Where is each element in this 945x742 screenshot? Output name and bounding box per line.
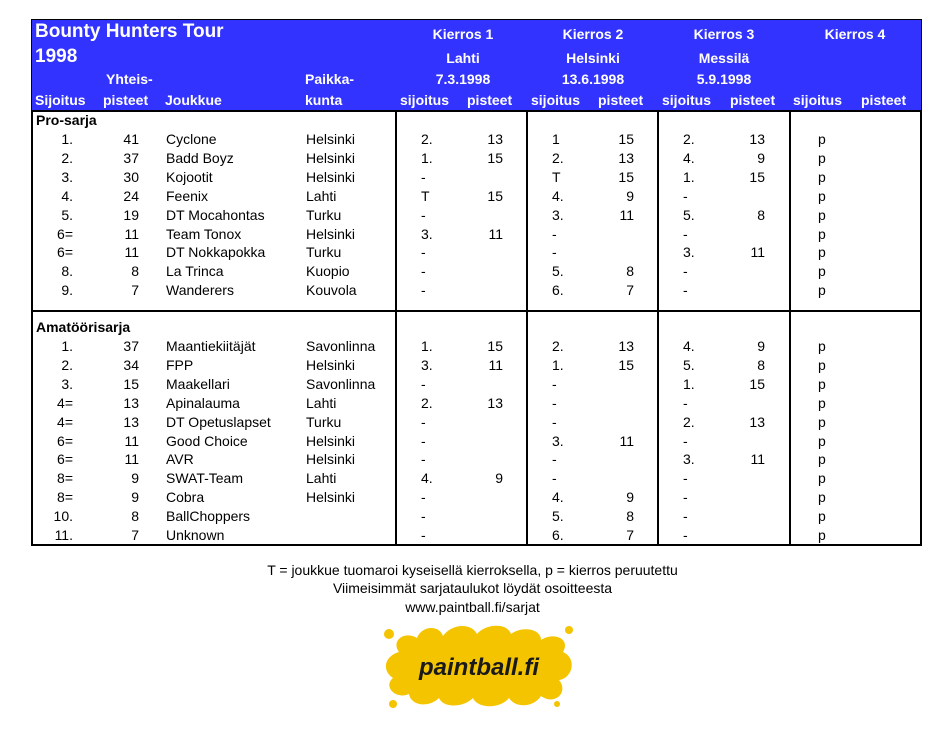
round3-rank-cell: 1. — [683, 168, 695, 185]
round2-rank-cell: - — [552, 375, 557, 392]
table-row — [33, 433, 920, 452]
total-header: pisteet — [103, 92, 149, 108]
table-row — [33, 226, 920, 245]
round1-rank-cell: 3. — [421, 356, 433, 373]
total-points-cell: 41 — [123, 131, 139, 147]
total-points-cell: 13 — [123, 413, 139, 430]
round3-points-cell: 8 — [757, 356, 765, 373]
table-row — [33, 338, 920, 357]
team-header: Joukkue — [165, 92, 222, 108]
round3-points-cell: 11 — [750, 451, 765, 468]
paintball-logo — [381, 622, 577, 710]
place-header-top: Paikka- — [305, 71, 355, 87]
round2-rank-cell: - — [552, 451, 557, 468]
round2-rank-cell: 6. — [552, 527, 564, 543]
city-cell: Turku — [306, 413, 342, 430]
table-row — [33, 527, 920, 546]
round3-rank-cell: 4. — [683, 338, 695, 354]
round3-points-cell: 9 — [757, 338, 765, 354]
team-cell: SWAT-Team — [166, 470, 244, 487]
rank-cell: 3. — [61, 168, 73, 185]
round4-rank-cell: p — [818, 508, 826, 525]
total-points-cell: 9 — [131, 470, 139, 487]
table-row — [33, 357, 920, 376]
title-line1: Bounty Hunters Tour — [35, 21, 224, 42]
round3-rank-cell: 2. — [683, 131, 695, 147]
rank-cell: 1. — [61, 131, 73, 147]
round4-rank-cell: p — [818, 375, 826, 392]
table-row — [33, 451, 920, 470]
table-row — [33, 508, 920, 527]
total-points-cell: 34 — [123, 356, 139, 373]
round2-points-cell: 15 — [618, 131, 634, 147]
standings-sheet — [31, 19, 922, 546]
round2-points-cell: 7 — [626, 282, 634, 299]
round1-rank-cell: - — [421, 432, 426, 449]
team-cell: Team Tonox — [166, 225, 242, 242]
round4-rank-cell: p — [818, 263, 826, 280]
round4-points-header: pisteet — [861, 92, 907, 108]
total-points-cell: 24 — [123, 187, 139, 204]
paint-splash-icon — [381, 622, 577, 710]
city-cell: Helsinki — [306, 168, 356, 185]
round1-rank-cell: - — [421, 489, 426, 506]
logo-text: paintball.fi — [419, 654, 539, 681]
team-cell: AVR — [166, 451, 194, 468]
round1-rank-cell: - — [421, 527, 426, 543]
round4-rank-cell: p — [818, 338, 826, 354]
round4-rank-cell: p — [818, 489, 826, 506]
city-cell: Helsinki — [306, 225, 356, 242]
team-cell: DT Opetuslapset — [166, 413, 271, 430]
rank-cell: 4= — [57, 394, 73, 411]
round1-rank-cell: - — [421, 375, 426, 392]
round4-rank-cell: p — [818, 206, 826, 223]
city-cell: Helsinki — [306, 451, 356, 468]
round3-name: Kierros 3 — [693, 26, 755, 42]
rank-cell: 2. — [61, 356, 73, 373]
rank-cell: 6= — [57, 451, 73, 468]
round2-points-cell: 7 — [626, 527, 634, 543]
round4-rank-cell: p — [818, 527, 826, 543]
team-cell: Cobra — [166, 489, 205, 506]
team-cell: BallChoppers — [166, 508, 251, 525]
round2-rank-cell: 1 — [552, 131, 560, 147]
rank-header: Sijoitus — [35, 92, 86, 108]
round3-rank-cell: - — [683, 508, 688, 525]
round3-points-cell: 15 — [749, 168, 765, 185]
round3-rank-cell: - — [683, 282, 688, 299]
round1-points-cell: 15 — [487, 149, 503, 166]
round3-city: Messilä — [698, 50, 750, 66]
pro-section-title: Pro-sarja — [36, 112, 97, 128]
round1-points-header: pisteet — [467, 92, 513, 108]
round4-rank-cell: p — [818, 356, 826, 373]
total-points-cell: 11 — [124, 244, 139, 261]
round4-rank-cell: p — [818, 432, 826, 449]
round1-rank-cell: - — [421, 263, 426, 280]
section-divider — [33, 310, 920, 312]
table-row — [33, 489, 920, 508]
round1-rank-cell: 2. — [421, 131, 433, 147]
round1-rank-cell: - — [421, 282, 426, 299]
table-header — [31, 19, 922, 112]
round1-rank-cell: 4. — [421, 470, 433, 487]
round2-rank-cell: 3. — [552, 432, 564, 449]
round2-rank-cell: 1. — [552, 356, 564, 373]
round3-points-header: pisteet — [730, 92, 776, 108]
round3-rank-cell: - — [683, 225, 688, 242]
table-row — [33, 244, 920, 263]
rank-cell: 10. — [53, 508, 73, 525]
city-cell: Turku — [306, 244, 342, 261]
round1-rank-cell: 1. — [421, 338, 433, 354]
total-points-cell: 7 — [131, 527, 139, 543]
team-cell: Feenix — [166, 187, 209, 204]
amateur-section-title: Amatöörisarja — [36, 319, 131, 335]
round1-points-cell: 9 — [495, 470, 503, 487]
round1-points-cell: 13 — [487, 131, 503, 147]
round1-rank-header: sijoitus — [400, 92, 450, 108]
round3-date: 5.9.1998 — [696, 71, 752, 87]
table-row — [33, 395, 920, 414]
table-row — [33, 470, 920, 489]
round4-rank-cell: p — [818, 187, 826, 204]
round3-rank-cell: 1. — [683, 375, 695, 392]
round2-rank-cell: 4. — [552, 187, 564, 204]
table-row — [33, 188, 920, 207]
round4-name: Kierros 4 — [824, 26, 886, 42]
table-row — [33, 207, 920, 226]
round4-rank-cell: p — [818, 131, 826, 147]
round3-points-cell: 8 — [757, 206, 765, 223]
city-cell: Helsinki — [306, 432, 356, 449]
team-cell: Badd Boyz — [166, 149, 234, 166]
round3-points-cell: 11 — [750, 244, 765, 261]
round2-rank-header: sijoitus — [531, 92, 581, 108]
round2-rank-cell: 5. — [552, 263, 564, 280]
round3-rank-cell: 4. — [683, 149, 695, 166]
round1-rank-cell: - — [421, 508, 426, 525]
table-row — [33, 282, 920, 301]
round2-rank-cell: - — [552, 394, 557, 411]
total-points-cell: 11 — [124, 451, 139, 468]
rank-cell: 6= — [57, 225, 73, 242]
round1-rank-cell: 1. — [421, 149, 433, 166]
round2-rank-cell: 5. — [552, 508, 564, 525]
rank-cell: 9. — [61, 282, 73, 299]
team-cell: DT Nokkapokka — [166, 244, 266, 261]
rank-cell: 6= — [57, 432, 73, 449]
team-cell: DT Mocahontas — [166, 206, 265, 223]
city-cell: Kouvola — [306, 282, 357, 299]
round1-points-cell: 15 — [487, 338, 503, 354]
round3-rank-cell: 3. — [683, 244, 695, 261]
team-cell: Kojootit — [166, 168, 213, 185]
round1-rank-cell: - — [421, 168, 426, 185]
team-cell: Apinalauma — [166, 394, 240, 411]
round2-points-cell: 8 — [626, 263, 634, 280]
table-row — [33, 414, 920, 433]
city-cell: Helsinki — [306, 489, 356, 506]
total-points-cell: 37 — [123, 338, 139, 354]
total-points-cell: 13 — [123, 394, 139, 411]
round1-rank-cell: - — [421, 206, 426, 223]
rank-cell: 8. — [61, 263, 73, 280]
round4-rank-cell: p — [818, 149, 826, 166]
footer-legend: T = joukkue tuomaroi kyseisellä kierroksella, p = kierros peruutettu — [267, 562, 678, 578]
team-cell: Maakellari — [166, 375, 230, 392]
round1-rank-cell: 2. — [421, 394, 433, 411]
round3-points-cell: 13 — [749, 131, 765, 147]
round2-rank-cell: - — [552, 413, 557, 430]
round3-rank-cell: - — [683, 432, 688, 449]
round4-rank-cell: p — [818, 225, 826, 242]
round1-rank-cell: - — [421, 413, 426, 430]
round2-points-cell: 15 — [618, 356, 634, 373]
round2-points-cell: 13 — [618, 338, 634, 354]
total-header-top: Yhteis- — [106, 71, 153, 87]
city-cell: Lahti — [306, 187, 337, 204]
round2-points-cell: 9 — [626, 187, 634, 204]
city-cell: Savonlinna — [306, 338, 376, 354]
round3-rank-cell: - — [683, 489, 688, 506]
total-points-cell: 11 — [124, 432, 139, 449]
table-row — [33, 169, 920, 188]
round1-points-cell: 15 — [487, 187, 503, 204]
team-cell: Maantiekiitäjät — [166, 338, 256, 354]
total-points-cell: 37 — [123, 149, 139, 166]
city-cell: Lahti — [306, 394, 337, 411]
rank-cell: 4. — [61, 187, 73, 204]
round3-rank-cell: - — [683, 394, 688, 411]
round2-points-cell: 9 — [626, 489, 634, 506]
round3-rank-cell: 2. — [683, 413, 695, 430]
round2-rank-cell: - — [552, 470, 557, 487]
round2-points-header: pisteet — [598, 92, 644, 108]
round4-rank-cell: p — [818, 470, 826, 487]
total-points-cell: 8 — [131, 263, 139, 280]
round2-rank-cell: 6. — [552, 282, 564, 299]
round3-points-cell: 13 — [749, 413, 765, 430]
round2-rank-cell: T — [552, 168, 561, 185]
rank-cell: 8= — [57, 489, 73, 506]
team-cell: Good Choice — [166, 432, 248, 449]
table-body — [31, 112, 922, 546]
rank-cell: 11. — [54, 527, 73, 543]
table-row — [33, 263, 920, 282]
team-cell: Cyclone — [166, 131, 217, 147]
total-points-cell: 30 — [123, 168, 139, 185]
total-points-cell: 8 — [131, 508, 139, 525]
round4-rank-cell: p — [818, 394, 826, 411]
table-row — [33, 131, 920, 150]
round1-points-cell: 11 — [488, 225, 503, 242]
team-cell: FPP — [166, 356, 194, 373]
table-row — [33, 150, 920, 169]
round2-rank-cell: 2. — [552, 149, 564, 166]
place-header: kunta — [305, 92, 343, 108]
rank-cell: 4= — [57, 413, 73, 430]
round3-points-cell: 15 — [749, 375, 765, 392]
round3-rank-cell: 5. — [683, 356, 695, 373]
round3-rank-cell: - — [683, 527, 688, 543]
rank-cell: 5. — [61, 206, 73, 223]
city-cell: Kuopio — [306, 263, 350, 280]
round2-points-cell: 13 — [618, 149, 634, 166]
total-points-cell: 11 — [124, 225, 139, 242]
total-points-cell: 19 — [123, 206, 139, 223]
round4-rank-cell: p — [818, 413, 826, 430]
round3-rank-cell: - — [683, 470, 688, 487]
round1-city: Lahti — [446, 50, 480, 66]
round1-rank-cell: 3. — [421, 225, 433, 242]
rank-cell: 8= — [57, 470, 73, 487]
team-cell: Wanderers — [166, 282, 234, 299]
city-cell: Turku — [306, 206, 342, 223]
round4-rank-cell: p — [818, 244, 826, 261]
round2-points-cell: 11 — [619, 206, 634, 223]
title-line2: 1998 — [35, 46, 78, 67]
round4-rank-cell: p — [818, 282, 826, 299]
round4-rank-header: sijoitus — [793, 92, 843, 108]
city-cell: Helsinki — [306, 356, 356, 373]
city-cell: Helsinki — [306, 131, 356, 147]
city-cell: Helsinki — [306, 149, 356, 166]
round2-rank-cell: 4. — [552, 489, 564, 506]
round3-rank-cell: 3. — [683, 451, 695, 468]
total-points-cell: 9 — [131, 489, 139, 506]
round3-points-cell: 9 — [757, 149, 765, 166]
round3-rank-cell: - — [683, 263, 688, 280]
round1-rank-cell: - — [421, 244, 426, 261]
round4-rank-cell: p — [818, 168, 826, 185]
round3-rank-cell: 5. — [683, 206, 695, 223]
round1-points-cell: 11 — [488, 356, 503, 373]
round1-name: Kierros 1 — [432, 26, 494, 42]
round2-points-cell: 8 — [626, 508, 634, 525]
team-cell: La Trinca — [166, 263, 224, 280]
city-cell: Lahti — [306, 470, 337, 487]
round2-rank-cell: 2. — [552, 338, 564, 354]
round2-rank-cell: - — [552, 244, 557, 261]
rank-cell: 1. — [61, 338, 73, 354]
round1-points-cell: 13 — [487, 394, 503, 411]
round2-city: Helsinki — [566, 50, 620, 66]
round2-rank-cell: 3. — [552, 206, 564, 223]
round1-rank-cell: - — [421, 451, 426, 468]
rank-cell: 6= — [57, 244, 73, 261]
round2-date: 13.6.1998 — [561, 71, 625, 87]
total-points-cell: 15 — [123, 375, 139, 392]
round2-points-cell: 15 — [618, 168, 634, 185]
round3-rank-header: sijoitus — [662, 92, 712, 108]
footer-url[interactable]: www.paintball.fi/sarjat — [405, 599, 540, 615]
round3-rank-cell: - — [683, 187, 688, 204]
city-cell: Savonlinna — [306, 375, 376, 392]
rank-cell: 2. — [61, 149, 73, 166]
rank-cell: 3. — [61, 375, 73, 392]
team-cell: Unknown — [166, 527, 225, 543]
round2-points-cell: 11 — [619, 432, 634, 449]
total-points-cell: 7 — [131, 282, 139, 299]
round1-rank-cell: T — [421, 187, 430, 204]
round2-name: Kierros 2 — [562, 26, 624, 42]
footer-line2: Viimeisimmät sarjataulukot löydät osoitteesta — [332, 580, 613, 596]
table-row — [33, 376, 920, 395]
round4-rank-cell: p — [818, 451, 826, 468]
round1-date: 7.3.1998 — [435, 71, 491, 87]
round2-rank-cell: - — [552, 225, 557, 242]
